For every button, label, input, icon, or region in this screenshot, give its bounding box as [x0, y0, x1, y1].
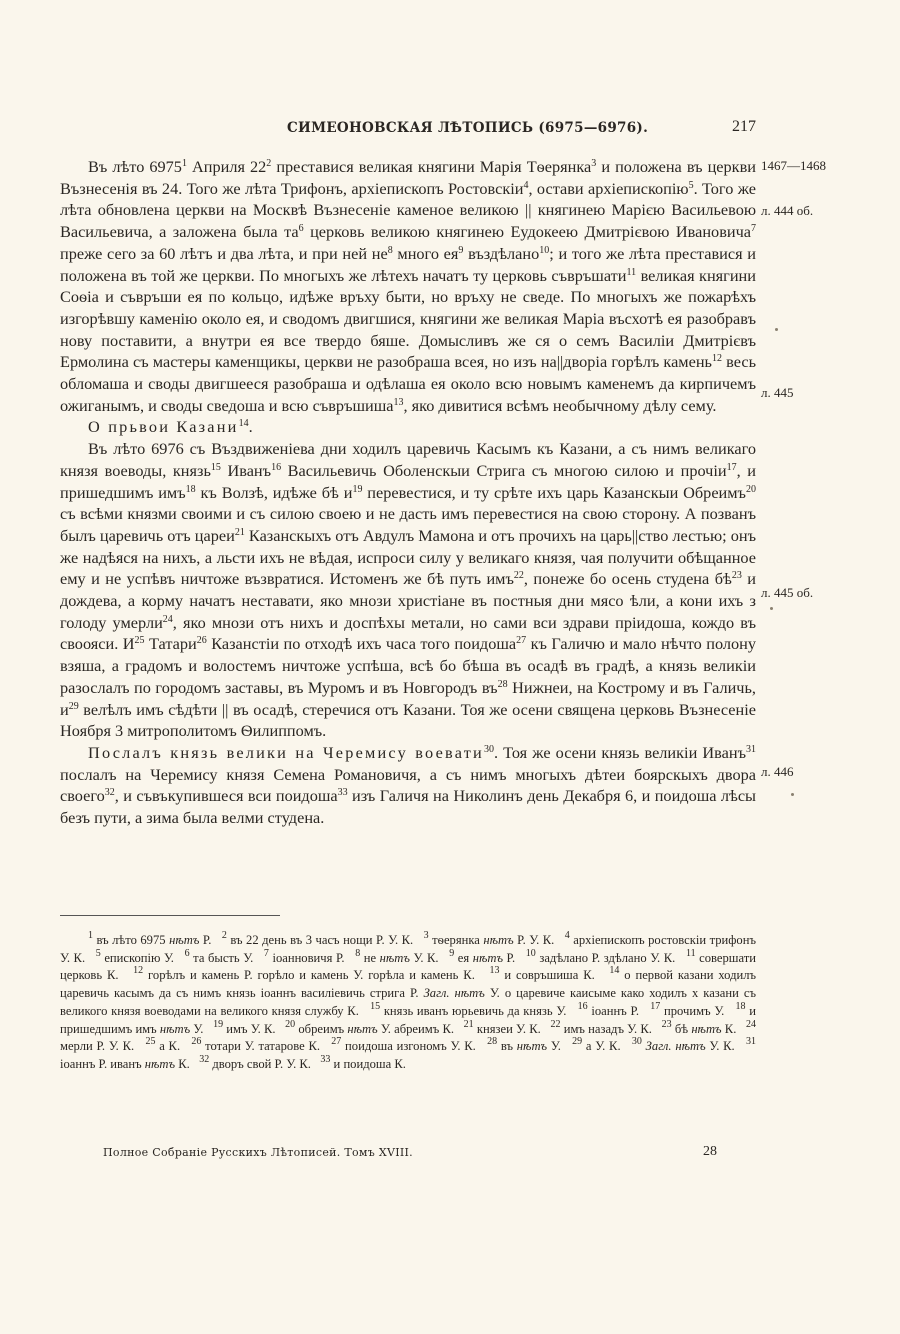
margin-note-leaf: л. 446: [761, 764, 794, 779]
paper-speck: [770, 607, 773, 610]
page-number: 217: [732, 118, 756, 135]
chronicle-text: [60, 156, 756, 829]
paper-speck: [791, 793, 794, 796]
margin-note-leaf: л. 444 об.: [761, 203, 814, 218]
footnote-divider: [60, 915, 280, 916]
sheet-signature: 28: [703, 1144, 717, 1159]
margin-note-leaf: л. 445: [761, 385, 794, 400]
paper-speck: [775, 328, 778, 331]
page-header: [0, 118, 900, 142]
paragraph-6975: Въ лѣто 6975$^1$ Априля $22^2$ преставися великая княгини Марія Тѳерянка$^3$ и положена въ церкви Възнесенія въ 24. Того же лѣта Трифонъ, архіепископъ Ростовскіи$^4$, остави архіепископію$^5$. Того же лѣта обновлена церкви на Москвѣ Възнесеніе каменое великою || княгинею Марією Васильевою Васильевича, а заложена была $та^6$ церковь великою княгинею Еудокеею Дмитрієвою Ивановича$^7$ преже сего за 60 лѣтъ и два лѣта, и при ней $не^8$ много $ея^9$ въздѣлано$^{10}$; и того же лѣта преставися и положена въ той же церкви. По многыхъ же лѣтехъ начатъ ту церковь съвръшати$^{11}$ великая княгини Соѳіа и съвръши ея по кольцо, идѣже връху быти, но връху не сведе. По многыхъ же пожарѣхъ изгорѣвшу каменію около ея, и сводомъ двигшися, княгини же великая Маріа въсхотѣ ея разобравъ нову поставити, а внутри ея все твердо бяше. Домысливъ же ся о семъ Василіи Дмитрієвъ Ермолина съ мастеры каменщикы, церкви не разобраша всея, но изъ на||дворіа горѣлъ камень$^{12}$ весь обломаша и своды двигшееся разобраша и одѣлаша ея около всю новымъ каменемъ да кирпичемъ ожиганымъ, и своды сведоша и всю съвръшиша$^{13}$, яко дивитися всѣмъ необычному дѣлу сему.: [60, 157, 757, 415]
margin-note-years: 1467—1468: [761, 158, 826, 173]
footnote-list: $^1$ въ лѣто 6975 нѣтъ Р. $^2$ въ 22 день въ 3 часъ нощи Р. У. К. $^3$ тѳерянка нѣтъ Р. У. К. $^4$ архіепископъ ростовскіи трифонъ У. К. $^5$ епископію У. $^6$ та бысть У. $^7$ іоанновичя Р. $^8$ не нѣтъ У. К. $^9$ ея нѣтъ Р. $^{10}$ задѣлано Р. здѣлано У. К. $^{11}$ совершати церковь К. $^{12}$ горѣлъ и камень Р. горѣло и камень У. горѣла и камень К. $^{13}$ и совръшиша К. $^{14}$ о первой казани ходилъ царевичь касымъ да съ нимъ князь іоаннъ василіевичь стрига Р. Загл. нѣтъ У. о царевиче каисыме како ходилъ х казани съ великого князя воеводами на великого князя службу К. $^{15}$ князь иванъ юрьевичь да князь У. $^{16}$ іоаннъ Р. $^{17}$ прочимъ У. $^{18}$ и пришедшимъ имъ нѣтъ У. $^{19}$ имъ У. К. $^{20}$ обреимъ нѣтъ У. абреимъ К. $^{21}$ князеи У. К. $^{22}$ имъ назадъ У. К. $^{23}$ бѣ нѣтъ К. $^{24}$ мерли Р. У. К. $^{25}$ а К. $^{26}$ тотари У. татарове К. $^{27}$ поидоша изгономъ У. К. $^{28}$ въ нѣтъ У. $^{29}$ а У. К. $^{30}$ Загл. нѣтъ У. К. $^{31}$ іоаннъ Р. иванъ нѣтъ К. $^{32}$ дворъ свой Р. У. К. $^{33}$ и поидоша К.: [60, 930, 757, 1071]
series-imprint: Полное Собраніе Русскихъ Лѣтописей. Томъ XVIII.: [103, 1146, 413, 1159]
running-title: СИМЕОНОВСКАЯ ЛѢТОПИСЬ (6975—6976).: [287, 120, 649, 136]
margin-note-leaf: л. 445 об.: [761, 585, 814, 600]
footnotes: [60, 932, 756, 1074]
paragraph-cheremis: Послалъ князь велики на Черемису воевати$^{30}$. Тоя же осени князь великіи Иванъ$^{31}$ послалъ на Черемису князя Семена Романовичя, а съ нимъ многыхъ дѣтеи боярскыхъ двора своего$^{32}$, и съвъкупившеся вси поидоша$^{33}$ изъ Галичя на Николинъ день Декабря 6, и поидоша лѣсы безъ пути, а зима была велми студена.: [60, 742, 756, 828]
page-footer: [0, 1144, 900, 1162]
paragraph-6976: Въ лѣто 6976 съ Въздвиженіева дни ходилъ царевичь Касымъ къ Казани, а съ нимъ великаго князя воеводы, князь$^{15}$ Иванъ$^{16}$ Васильевичь Оболенскыи Стрига съ многою силою и прочіи$^{17}$, и пришедшимъ имъ$^{18}$ къ Волзѣ, идѣже бѣ $и^{19}$ перевестися, и ту срѣте ихъ царь Казанскыи Обреимъ$^{20}$ съ всѣми князми своими и съ силою своею и не дасть имъ перевестися на свою сторону. А позванъ былъ царевичь отъ цареи$^{21}$ Казанскыхъ отъ Авдулъ Мамона и отъ прочихъ на царь||ство лестью; онъ же надѣяся на нихъ, а льсти ихъ не вѣдая, испроси силу у великаго князя, чая получити обѣщанное ему и не успѣвъ ничтоже възвратися. Истоменъ же бѣ путь имъ$^{22}$, понеже бо осень студена $бѣ^{23}$ и дождева, а корму начатъ неставати, яко мнози христіане въ постныя дни мясо ѣли, а кони ихъ з голоду умерли$^{24}$, яко мнози отъ нихъ и доспѣхы метали, но сами вси здрави пріидоша, кождо въ своояси. $И^{25}$ Татари$^{26}$ Казанстіи по отходѣ ихъ часа того поидоша$^{27}$ къ Галичю и мало нѣчто полону взяша, а градомъ и волостемъ ничтоже успѣша, всѣ бо бѣша въ осадѣ въ градѣ, а князь великіи разослалъ по городомъ заставы, въ Муромъ и въ Новгородъ $въ^{28}$ Нижнеи, на Кострому и въ Галичь, $и^{29}$ велѣлъ имъ сѣдѣти || въ осадѣ, стеречися отъ Казани. Тоя же осени священа церковь Възнесеніе Ноября 3 митрополитомъ Ѳилиппомъ.: [60, 439, 757, 741]
section-heading-first-kazan: О прьвои Казани$^{14}$.: [88, 417, 253, 437]
